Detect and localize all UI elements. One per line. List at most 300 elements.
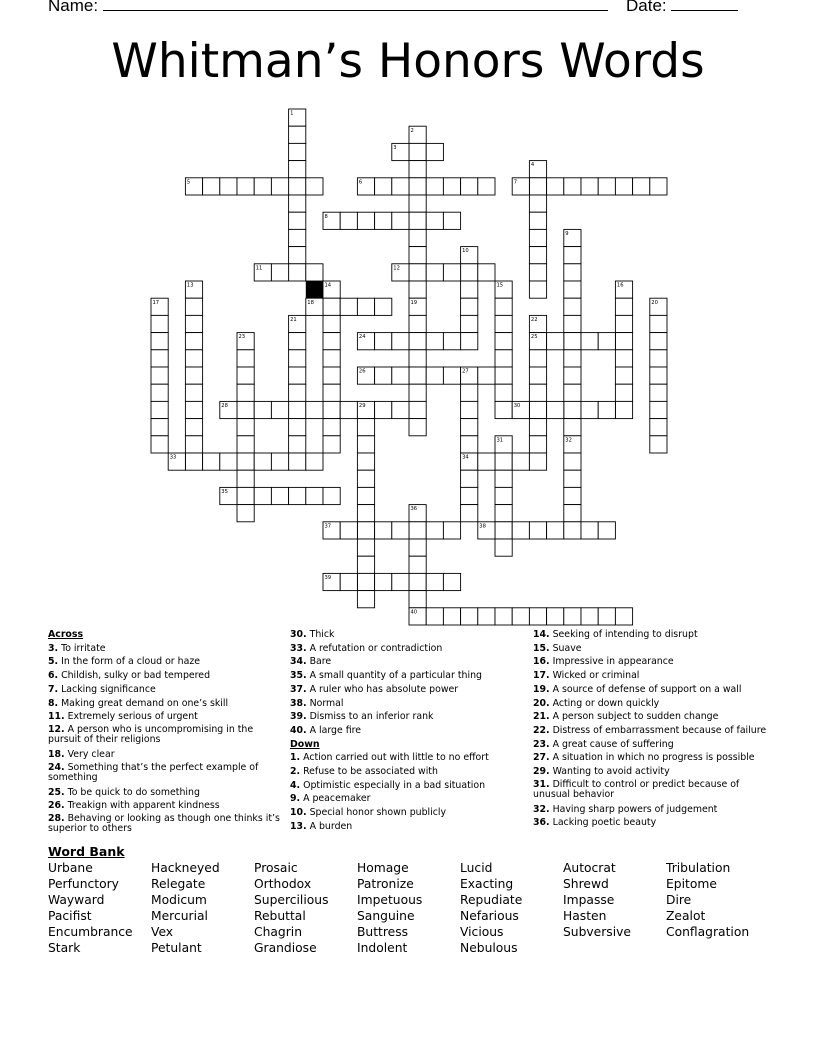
clue-text: Wanting to avoid activity <box>549 766 670 778</box>
grid-cell[interactable] <box>461 315 478 332</box>
grid-cell[interactable] <box>323 436 340 453</box>
grid-cell[interactable] <box>409 315 426 332</box>
grid-cell[interactable] <box>357 539 374 556</box>
grid-cell[interactable] <box>185 419 202 436</box>
grid-cell[interactable] <box>185 298 202 315</box>
down-clue-list-continued <box>533 628 773 830</box>
grid-cell[interactable] <box>564 487 581 504</box>
grid-cell[interactable] <box>581 333 598 350</box>
grid-cell[interactable] <box>495 384 512 401</box>
grid-cell[interactable] <box>185 453 202 470</box>
grid-cell[interactable] <box>426 212 443 229</box>
grid-cell[interactable] <box>237 487 254 504</box>
cell-number: 11 <box>255 265 263 272</box>
grid-cell[interactable] <box>564 384 581 401</box>
grid-cell[interactable] <box>409 195 426 212</box>
clue-text: Very clear <box>64 748 115 760</box>
grid-cell[interactable] <box>151 315 168 332</box>
grid-cell[interactable] <box>151 401 168 418</box>
clue-item <box>290 710 522 724</box>
grid-cell[interactable] <box>529 195 546 212</box>
grid-cell[interactable] <box>409 264 426 281</box>
grid-cell[interactable] <box>220 178 237 195</box>
grid-cell[interactable] <box>529 436 546 453</box>
clue-number: 27. <box>533 752 550 764</box>
word-bank-word: Chagrin <box>254 925 302 940</box>
clue-item <box>290 765 522 779</box>
clue-text: Something that’s the perfect example of something <box>48 761 259 783</box>
grid-cell[interactable] <box>495 333 512 350</box>
grid-cell[interactable] <box>289 229 306 246</box>
grid-cell[interactable] <box>426 264 443 281</box>
grid-cell[interactable] <box>650 315 667 332</box>
grid-cell[interactable] <box>237 401 254 418</box>
grid-cell[interactable] <box>409 573 426 590</box>
grid-cell[interactable] <box>289 367 306 384</box>
grid-cell[interactable] <box>375 333 392 350</box>
grid-cell[interactable] <box>185 333 202 350</box>
grid-cell[interactable] <box>495 453 512 470</box>
grid-cell[interactable] <box>357 298 374 315</box>
grid-cell[interactable] <box>529 522 546 539</box>
cell-number: 39 <box>324 575 332 581</box>
clue-number: 12. <box>48 723 65 735</box>
grid-cell[interactable] <box>461 436 478 453</box>
grid-cell[interactable] <box>495 608 512 625</box>
grid-cell[interactable] <box>254 401 271 418</box>
grid-cell[interactable] <box>409 143 426 160</box>
grid-cell[interactable] <box>443 573 460 590</box>
grid-cell[interactable] <box>547 178 564 195</box>
grid-cell[interactable] <box>185 401 202 418</box>
clue-item <box>290 820 522 834</box>
grid-cell[interactable] <box>426 178 443 195</box>
grid-cell[interactable] <box>461 178 478 195</box>
grid-cell[interactable] <box>461 419 478 436</box>
grid-cell[interactable] <box>564 333 581 350</box>
grid-cell[interactable] <box>409 384 426 401</box>
grid-cell[interactable] <box>185 384 202 401</box>
word-bank-word: Hasten <box>563 909 607 924</box>
grid-cell[interactable] <box>461 401 478 418</box>
grid-cell[interactable] <box>392 212 409 229</box>
clue-number: 3. <box>48 642 59 654</box>
grid-cell[interactable] <box>615 384 632 401</box>
grid-cell[interactable] <box>289 453 306 470</box>
grid-cell[interactable] <box>409 591 426 608</box>
grid-cell[interactable] <box>564 178 581 195</box>
grid-cell[interactable] <box>581 401 598 418</box>
clue-text: Thick <box>306 629 335 640</box>
clue-number: 32. <box>533 803 550 815</box>
grid-cell[interactable] <box>409 247 426 264</box>
grid-cell[interactable] <box>443 178 460 195</box>
grid-cell[interactable] <box>564 350 581 367</box>
grid-cell[interactable] <box>289 264 306 281</box>
grid-cell[interactable] <box>529 178 546 195</box>
grid-cell[interactable] <box>289 436 306 453</box>
grid-cell[interactable] <box>461 333 478 350</box>
grid-cell[interactable] <box>289 333 306 350</box>
grid-cell[interactable] <box>237 505 254 522</box>
cell-number: 27 <box>462 368 469 375</box>
grid-cell[interactable] <box>237 384 254 401</box>
grid-cell[interactable] <box>598 608 615 625</box>
clue-text: Optimistic especially in a bad situation <box>300 779 486 791</box>
grid-cell[interactable] <box>357 505 374 522</box>
clue-item <box>533 710 773 724</box>
grid-cell[interactable] <box>443 522 460 539</box>
grid-cell[interactable] <box>426 522 443 539</box>
grid-cell[interactable] <box>564 367 581 384</box>
grid-cell[interactable] <box>357 487 374 504</box>
across-heading: Across <box>48 629 84 640</box>
clue-item <box>290 642 522 656</box>
grid-cell[interactable] <box>547 401 564 418</box>
grid-cell[interactable] <box>203 453 220 470</box>
grid-cell[interactable] <box>151 350 168 367</box>
grid-cell[interactable] <box>529 384 546 401</box>
grid-cell[interactable] <box>323 350 340 367</box>
grid-cell[interactable] <box>357 453 374 470</box>
grid-cell[interactable] <box>357 436 374 453</box>
grid-cell[interactable] <box>615 298 632 315</box>
grid-cell[interactable] <box>495 522 512 539</box>
grid-cell[interactable] <box>409 229 426 246</box>
grid-cell[interactable] <box>237 419 254 436</box>
grid-cell[interactable] <box>409 556 426 573</box>
grid-cell[interactable] <box>650 401 667 418</box>
grid-cell[interactable] <box>306 264 323 281</box>
grid-cell[interactable] <box>478 367 495 384</box>
grid-cell[interactable] <box>633 178 650 195</box>
grid-cell[interactable] <box>392 333 409 350</box>
grid-cell[interactable] <box>271 401 288 418</box>
grid-cell[interactable] <box>409 333 426 350</box>
grid-cell[interactable] <box>340 401 357 418</box>
grid-cell[interactable] <box>237 436 254 453</box>
grid-cell[interactable] <box>495 470 512 487</box>
grid-cell[interactable] <box>426 573 443 590</box>
grid-cell[interactable] <box>443 212 460 229</box>
grid-cell[interactable] <box>443 264 460 281</box>
cell-number: 9 <box>565 231 569 237</box>
clue-item <box>290 751 522 765</box>
grid-cell[interactable] <box>650 350 667 367</box>
grid-cell[interactable] <box>461 608 478 625</box>
grid-cell[interactable] <box>323 419 340 436</box>
grid-cell[interactable] <box>529 350 546 367</box>
clue-text: Special honor shown publicly <box>306 807 447 819</box>
clue-number: 37. <box>290 683 307 695</box>
grid-cell[interactable] <box>185 350 202 367</box>
grid-cell[interactable] <box>254 487 271 504</box>
grid-cell[interactable] <box>289 143 306 160</box>
grid-cell[interactable] <box>289 195 306 212</box>
grid-cell[interactable] <box>564 264 581 281</box>
grid-cell[interactable] <box>289 419 306 436</box>
word-bank-word: Petulant <box>151 941 202 956</box>
grid-cell[interactable] <box>529 401 546 418</box>
grid-cell[interactable] <box>271 264 288 281</box>
grid-cell[interactable] <box>185 436 202 453</box>
grid-cell[interactable] <box>323 367 340 384</box>
grid-cell[interactable] <box>409 419 426 436</box>
grid-cell[interactable] <box>443 367 460 384</box>
grid-cell[interactable] <box>564 281 581 298</box>
grid-cell[interactable] <box>529 419 546 436</box>
clue-number: 6. <box>48 670 59 682</box>
word-bank-word: Exacting <box>460 877 514 892</box>
word-bank-column <box>460 860 522 957</box>
word-bank-word: Repudiate <box>460 893 523 908</box>
grid-cell[interactable] <box>478 453 495 470</box>
grid-cell[interactable] <box>564 505 581 522</box>
grid-cell[interactable] <box>151 419 168 436</box>
grid-cell[interactable] <box>357 419 374 436</box>
grid-cell[interactable] <box>650 419 667 436</box>
grid-cell[interactable] <box>271 487 288 504</box>
grid-cell[interactable] <box>409 522 426 539</box>
grid-cell[interactable] <box>392 367 409 384</box>
grid-cell[interactable] <box>357 573 374 590</box>
grid-cell[interactable] <box>392 522 409 539</box>
grid-cell[interactable] <box>323 298 340 315</box>
clue-text: Bare <box>306 656 332 668</box>
grid-cell[interactable] <box>306 453 323 470</box>
grid-cell[interactable] <box>478 178 495 195</box>
grid-cell[interactable] <box>615 608 632 625</box>
grid-cell[interactable] <box>581 178 598 195</box>
grid-cell[interactable] <box>529 608 546 625</box>
grid-cell[interactable] <box>271 178 288 195</box>
grid-cell[interactable] <box>564 298 581 315</box>
grid-cell[interactable] <box>340 573 357 590</box>
grid-cell[interactable] <box>289 350 306 367</box>
grid-cell[interactable] <box>254 178 271 195</box>
grid-cell[interactable] <box>426 367 443 384</box>
grid-cell[interactable] <box>185 315 202 332</box>
grid-cell[interactable] <box>512 608 529 625</box>
grid-cell[interactable] <box>615 178 632 195</box>
grid-cell[interactable] <box>478 608 495 625</box>
grid-cell[interactable] <box>409 401 426 418</box>
grid-cell[interactable] <box>495 505 512 522</box>
grid-cell[interactable] <box>650 367 667 384</box>
grid-cell[interactable] <box>461 505 478 522</box>
grid-cell[interactable] <box>529 212 546 229</box>
grid-cell[interactable] <box>461 487 478 504</box>
grid-cell[interactable] <box>237 470 254 487</box>
grid-cell[interactable] <box>306 401 323 418</box>
grid-cell[interactable] <box>650 436 667 453</box>
grid-cell[interactable] <box>323 333 340 350</box>
grid-cell[interactable] <box>151 384 168 401</box>
grid-cell[interactable] <box>323 384 340 401</box>
grid-cell[interactable] <box>323 487 340 504</box>
grid-cell[interactable] <box>375 298 392 315</box>
grid-cell[interactable] <box>529 281 546 298</box>
clue-number: 5. <box>48 656 59 668</box>
grid-cell[interactable] <box>340 522 357 539</box>
grid-cell[interactable] <box>220 453 237 470</box>
grid-cell[interactable] <box>598 333 615 350</box>
grid-cell[interactable] <box>564 470 581 487</box>
grid-cell[interactable] <box>495 539 512 556</box>
word-bank-word: Wayward <box>48 893 105 908</box>
grid-cell[interactable] <box>581 522 598 539</box>
grid-cell[interactable] <box>409 212 426 229</box>
grid-cell[interactable] <box>409 161 426 178</box>
grid-cell[interactable] <box>495 298 512 315</box>
grid-cell[interactable] <box>289 126 306 143</box>
grid-cell[interactable] <box>357 556 374 573</box>
grid-cell[interactable] <box>495 487 512 504</box>
grid-cell[interactable] <box>203 178 220 195</box>
grid-cell[interactable] <box>547 522 564 539</box>
cell-number: 23 <box>238 334 246 341</box>
grid-cell[interactable] <box>185 367 202 384</box>
grid-cell[interactable] <box>409 281 426 298</box>
grid-cell[interactable] <box>598 522 615 539</box>
grid-cell[interactable] <box>151 436 168 453</box>
cell-number: 14 <box>324 282 332 289</box>
grid-cell[interactable] <box>289 384 306 401</box>
word-bank-word: Urbane <box>48 861 93 875</box>
grid-cell[interactable] <box>615 315 632 332</box>
grid-cell[interactable] <box>426 608 443 625</box>
grid-cell[interactable] <box>615 401 632 418</box>
clue-text: A person who is uncompromising in the pursuit of their religions <box>48 723 254 745</box>
grid-cell[interactable] <box>461 264 478 281</box>
grid-cell[interactable] <box>512 453 529 470</box>
grid-cell[interactable] <box>357 470 374 487</box>
grid-cell[interactable] <box>443 608 460 625</box>
grid-cell[interactable] <box>375 522 392 539</box>
grid-cell[interactable] <box>495 401 512 418</box>
grid-cell[interactable] <box>237 350 254 367</box>
grid-cell[interactable] <box>564 401 581 418</box>
grid-cell[interactable] <box>615 367 632 384</box>
grid-cell[interactable] <box>392 401 409 418</box>
grid-cell[interactable] <box>529 453 546 470</box>
clue-number: 35. <box>290 670 307 682</box>
grid-cell[interactable] <box>237 367 254 384</box>
grid-cell[interactable] <box>650 333 667 350</box>
grid-cell[interactable] <box>237 453 254 470</box>
grid-cell[interactable] <box>564 247 581 264</box>
grid-cell[interactable] <box>598 401 615 418</box>
clue-item <box>290 628 522 642</box>
clue-text: Childish, sulky or bad tempered <box>58 670 211 682</box>
grid-cell[interactable] <box>289 487 306 504</box>
grid-cell[interactable] <box>357 591 374 608</box>
clue-text: Normal <box>306 697 344 709</box>
grid-cell[interactable] <box>289 178 306 195</box>
grid-cell[interactable] <box>306 178 323 195</box>
grid-cell[interactable] <box>289 401 306 418</box>
clue-item <box>48 683 280 697</box>
grid-cell[interactable] <box>306 487 323 504</box>
grid-cell[interactable] <box>409 178 426 195</box>
grid-cell[interactable] <box>409 350 426 367</box>
grid-cell[interactable] <box>375 401 392 418</box>
grid-cell[interactable] <box>323 401 340 418</box>
grid-cell[interactable] <box>547 333 564 350</box>
grid-cell[interactable] <box>615 350 632 367</box>
grid-cell[interactable] <box>461 470 478 487</box>
grid-cell[interactable] <box>375 367 392 384</box>
grid-cell[interactable] <box>581 608 598 625</box>
grid-cell[interactable] <box>375 573 392 590</box>
grid-cell[interactable] <box>495 315 512 332</box>
grid-cell[interactable] <box>392 573 409 590</box>
grid-cell[interactable] <box>392 178 409 195</box>
grid-cell[interactable] <box>529 247 546 264</box>
grid-cell[interactable] <box>461 384 478 401</box>
clue-item <box>48 748 280 762</box>
grid-cell[interactable] <box>289 247 306 264</box>
grid-cell[interactable] <box>529 367 546 384</box>
grid-cell[interactable] <box>495 367 512 384</box>
grid-cell[interactable] <box>340 298 357 315</box>
grid-cell[interactable] <box>289 161 306 178</box>
grid-cell[interactable] <box>598 178 615 195</box>
grid-cell[interactable] <box>650 384 667 401</box>
grid-cell[interactable] <box>271 453 288 470</box>
grid-cell[interactable] <box>547 608 564 625</box>
grid-cell[interactable] <box>495 350 512 367</box>
grid-cell[interactable] <box>409 539 426 556</box>
grid-cell[interactable] <box>340 212 357 229</box>
grid-cell[interactable] <box>375 212 392 229</box>
grid-cell[interactable] <box>564 453 581 470</box>
grid-cell[interactable] <box>289 212 306 229</box>
cell-number: 36 <box>410 506 418 513</box>
word-bank-word: Shrewd <box>563 877 609 892</box>
grid-cell[interactable] <box>409 367 426 384</box>
grid-cell[interactable] <box>323 315 340 332</box>
grid-cell[interactable] <box>529 229 546 246</box>
grid-cell[interactable] <box>237 178 254 195</box>
word-bank-word: Grandiose <box>254 941 317 956</box>
grid-cell[interactable] <box>461 281 478 298</box>
grid-cell[interactable] <box>443 333 460 350</box>
grid-cell[interactable] <box>512 522 529 539</box>
grid-cell[interactable] <box>357 212 374 229</box>
grid-cell[interactable] <box>650 178 667 195</box>
grid-cell[interactable] <box>151 367 168 384</box>
grid-cell[interactable] <box>615 333 632 350</box>
grid-cell[interactable] <box>564 522 581 539</box>
grid-cell[interactable] <box>564 608 581 625</box>
grid-cell[interactable] <box>564 419 581 436</box>
clue-number: 31. <box>533 778 550 790</box>
grid-cell[interactable] <box>151 333 168 350</box>
clues-column-2 <box>290 628 522 834</box>
grid-cell[interactable] <box>357 522 374 539</box>
grid-cell[interactable] <box>375 178 392 195</box>
grid-cell[interactable] <box>478 264 495 281</box>
grid-cell[interactable] <box>426 143 443 160</box>
grid-cell[interactable] <box>564 315 581 332</box>
grid-cell[interactable] <box>254 453 271 470</box>
grid-cell[interactable] <box>529 264 546 281</box>
grid-cell[interactable] <box>426 333 443 350</box>
cell-number: 3 <box>393 145 397 151</box>
word-bank-word: Lucid <box>460 861 493 875</box>
grid-cell[interactable] <box>461 298 478 315</box>
